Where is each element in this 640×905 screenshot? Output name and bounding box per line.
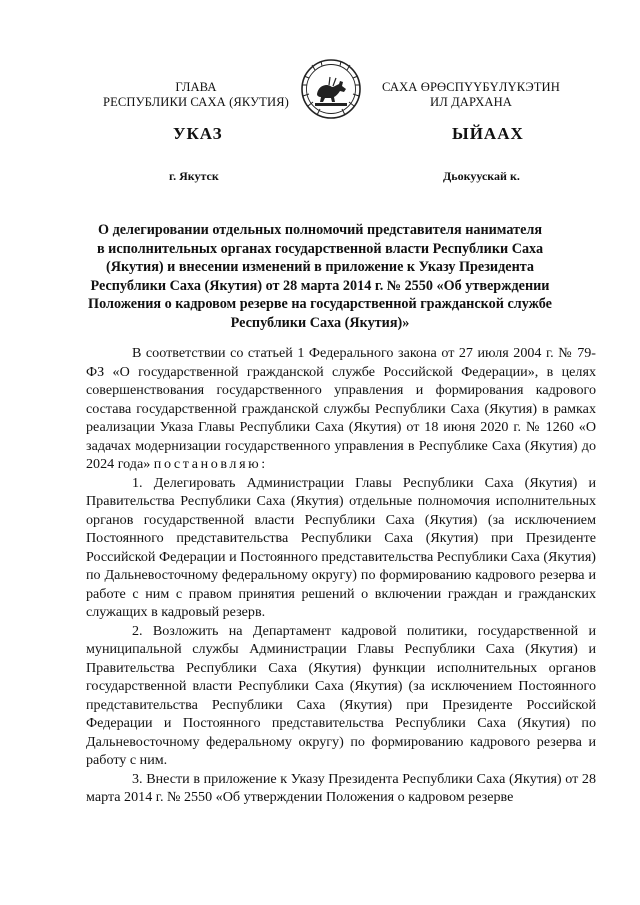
document-body [86, 344, 596, 807]
preamble-paragraph [86, 344, 596, 474]
item-paragraph-2: 2. Возложить на Департамент кадровой политики, государственной и муниципальной службы Администрации Главы Республики Саха (Якутия) и Правительства Республики Саха (Якутия) функции исполнительных органов государственной власти Республики Саха (Якутия) (за исключением Постоянного представительства Республики Саха (Якутия) при Президенте Российской Федерации и Постоянного представительства Республики Саха (Якутия) по Дальневосточному федеральному округу) по формированию кадрового резерва и работу с ним. [86, 622, 596, 768]
decree-title-right: ЫЙААХ [452, 124, 524, 143]
document-title [88, 221, 552, 332]
city-right: Дьокуускай к. [443, 169, 520, 183]
title-line: (Якутия) и внесении изменений в приложение к Указу Президента [106, 259, 534, 275]
title-line: Республики Саха (Якутия)» [230, 314, 410, 331]
title-line: Республики Саха (Якутия) от 28 марта 2014 г. № 2550 «Об утверждении [90, 277, 550, 294]
header-right-line-1: САХА ӨРӨСПҮҮБҮЛҮКЭТИН [382, 80, 560, 94]
city-left: г. Якутск [169, 169, 219, 183]
header-left-line-1: ГЛАВА [175, 80, 217, 94]
preamble-text: В соответствии со статьей 1 Федерального закона от 27 июля 2004 г. № 79-ФЗ «О государственной гражданской службе Российской Федерации», в целях совершенствования государственного управления и формирования кадрового состава государственной гражданской службы Республики Саха (Якутия) в рамках реализации Указа Главы Республики Саха (Якутия) от 18 июня 2020 г. № 1260 «О задачах модернизации государственного управления в Республике Саха (Якутия) до 2024 года» [86, 345, 596, 472]
title-line: О делегировании отдельных полномочий представителя нанимателя [97, 222, 543, 238]
preamble-keyword: постановляю: [153, 456, 268, 472]
title-line: в исполнительных органах государственной власти Республики Саха [96, 240, 544, 257]
item-paragraph-1: 1. Делегировать Администрации Главы Республики Саха (Якутия) и Правительства Республики Саха (Якутия) отдельные полномочия исполнительных органов государственной власти Республики Саха (Якутия) (за исключением Постоянного представительства Республики Саха (Якутия) при Президенте Российской Федерации и Постоянного представительства Республики Саха (Якутия) по Дальневосточному федеральному округу) по формированию кадрового резерва и работе с ним с правом принятия решений о включении граждан и гражданских служащих в кадровый резерв. [86, 474, 596, 620]
header-left-line-2: РЕСПУБЛИКИ САХА (ЯКУТИЯ) [103, 95, 289, 109]
header-right [352, 80, 590, 110]
item-paragraph-3: 3. Внести в приложение к Указу Президента Республики Саха (Якутия) от 28 марта 2014 г. № 2550 «Об утверждении Положения о кадровом резерве [86, 770, 596, 805]
header-left [76, 80, 316, 110]
decree-title-left: УКАЗ [173, 124, 223, 143]
title-line: Положения о кадровом резерве на государственной гражданской службе [88, 296, 552, 312]
header-right-line-2: ИЛ ДАРХАНА [430, 95, 512, 109]
